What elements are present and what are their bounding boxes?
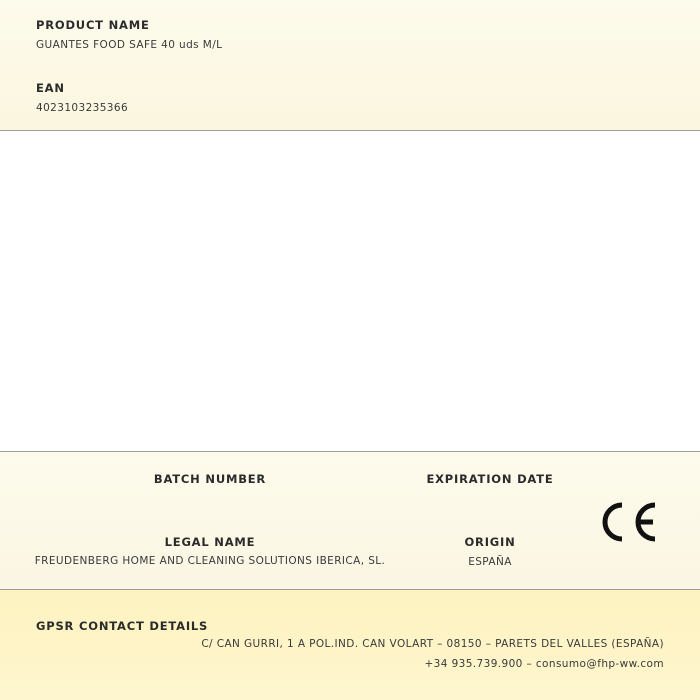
gpsr-address: C/ CAN GURRI, 1 A POL.IND. CAN VOLART – 08150 – PARETS DEL VALLES (ESPAÑA) (201, 638, 664, 650)
ean-label: EAN (36, 81, 65, 95)
product-name-label: PRODUCT NAME (36, 18, 150, 32)
batch-number-label: BATCH NUMBER (153, 472, 267, 486)
ean-value: 4023103235366 (36, 102, 129, 114)
info-section (0, 452, 700, 590)
gpsr-label: GPSR CONTACT DETAILS (36, 619, 209, 633)
product-section (0, 0, 700, 131)
legal-name-value: FREUDENBERG HOME AND CLEANING SOLUTIONS IBERICA, SL. (34, 555, 386, 567)
origin-label: ORIGIN (464, 535, 516, 549)
gpsr-section (0, 590, 700, 700)
expiration-date-label: EXPIRATION DATE (426, 472, 554, 486)
product-name-value: GUANTES FOOD SAFE 40 uds M/L (36, 39, 223, 51)
legal-name-label: LEGAL NAME (164, 535, 256, 549)
ce-mark-icon (600, 500, 660, 544)
blank-area (0, 131, 700, 452)
origin-value: ESPAÑA (468, 556, 512, 568)
gpsr-contact: +34 935.739.900 – consumo@fhp-ww.com (424, 658, 664, 670)
